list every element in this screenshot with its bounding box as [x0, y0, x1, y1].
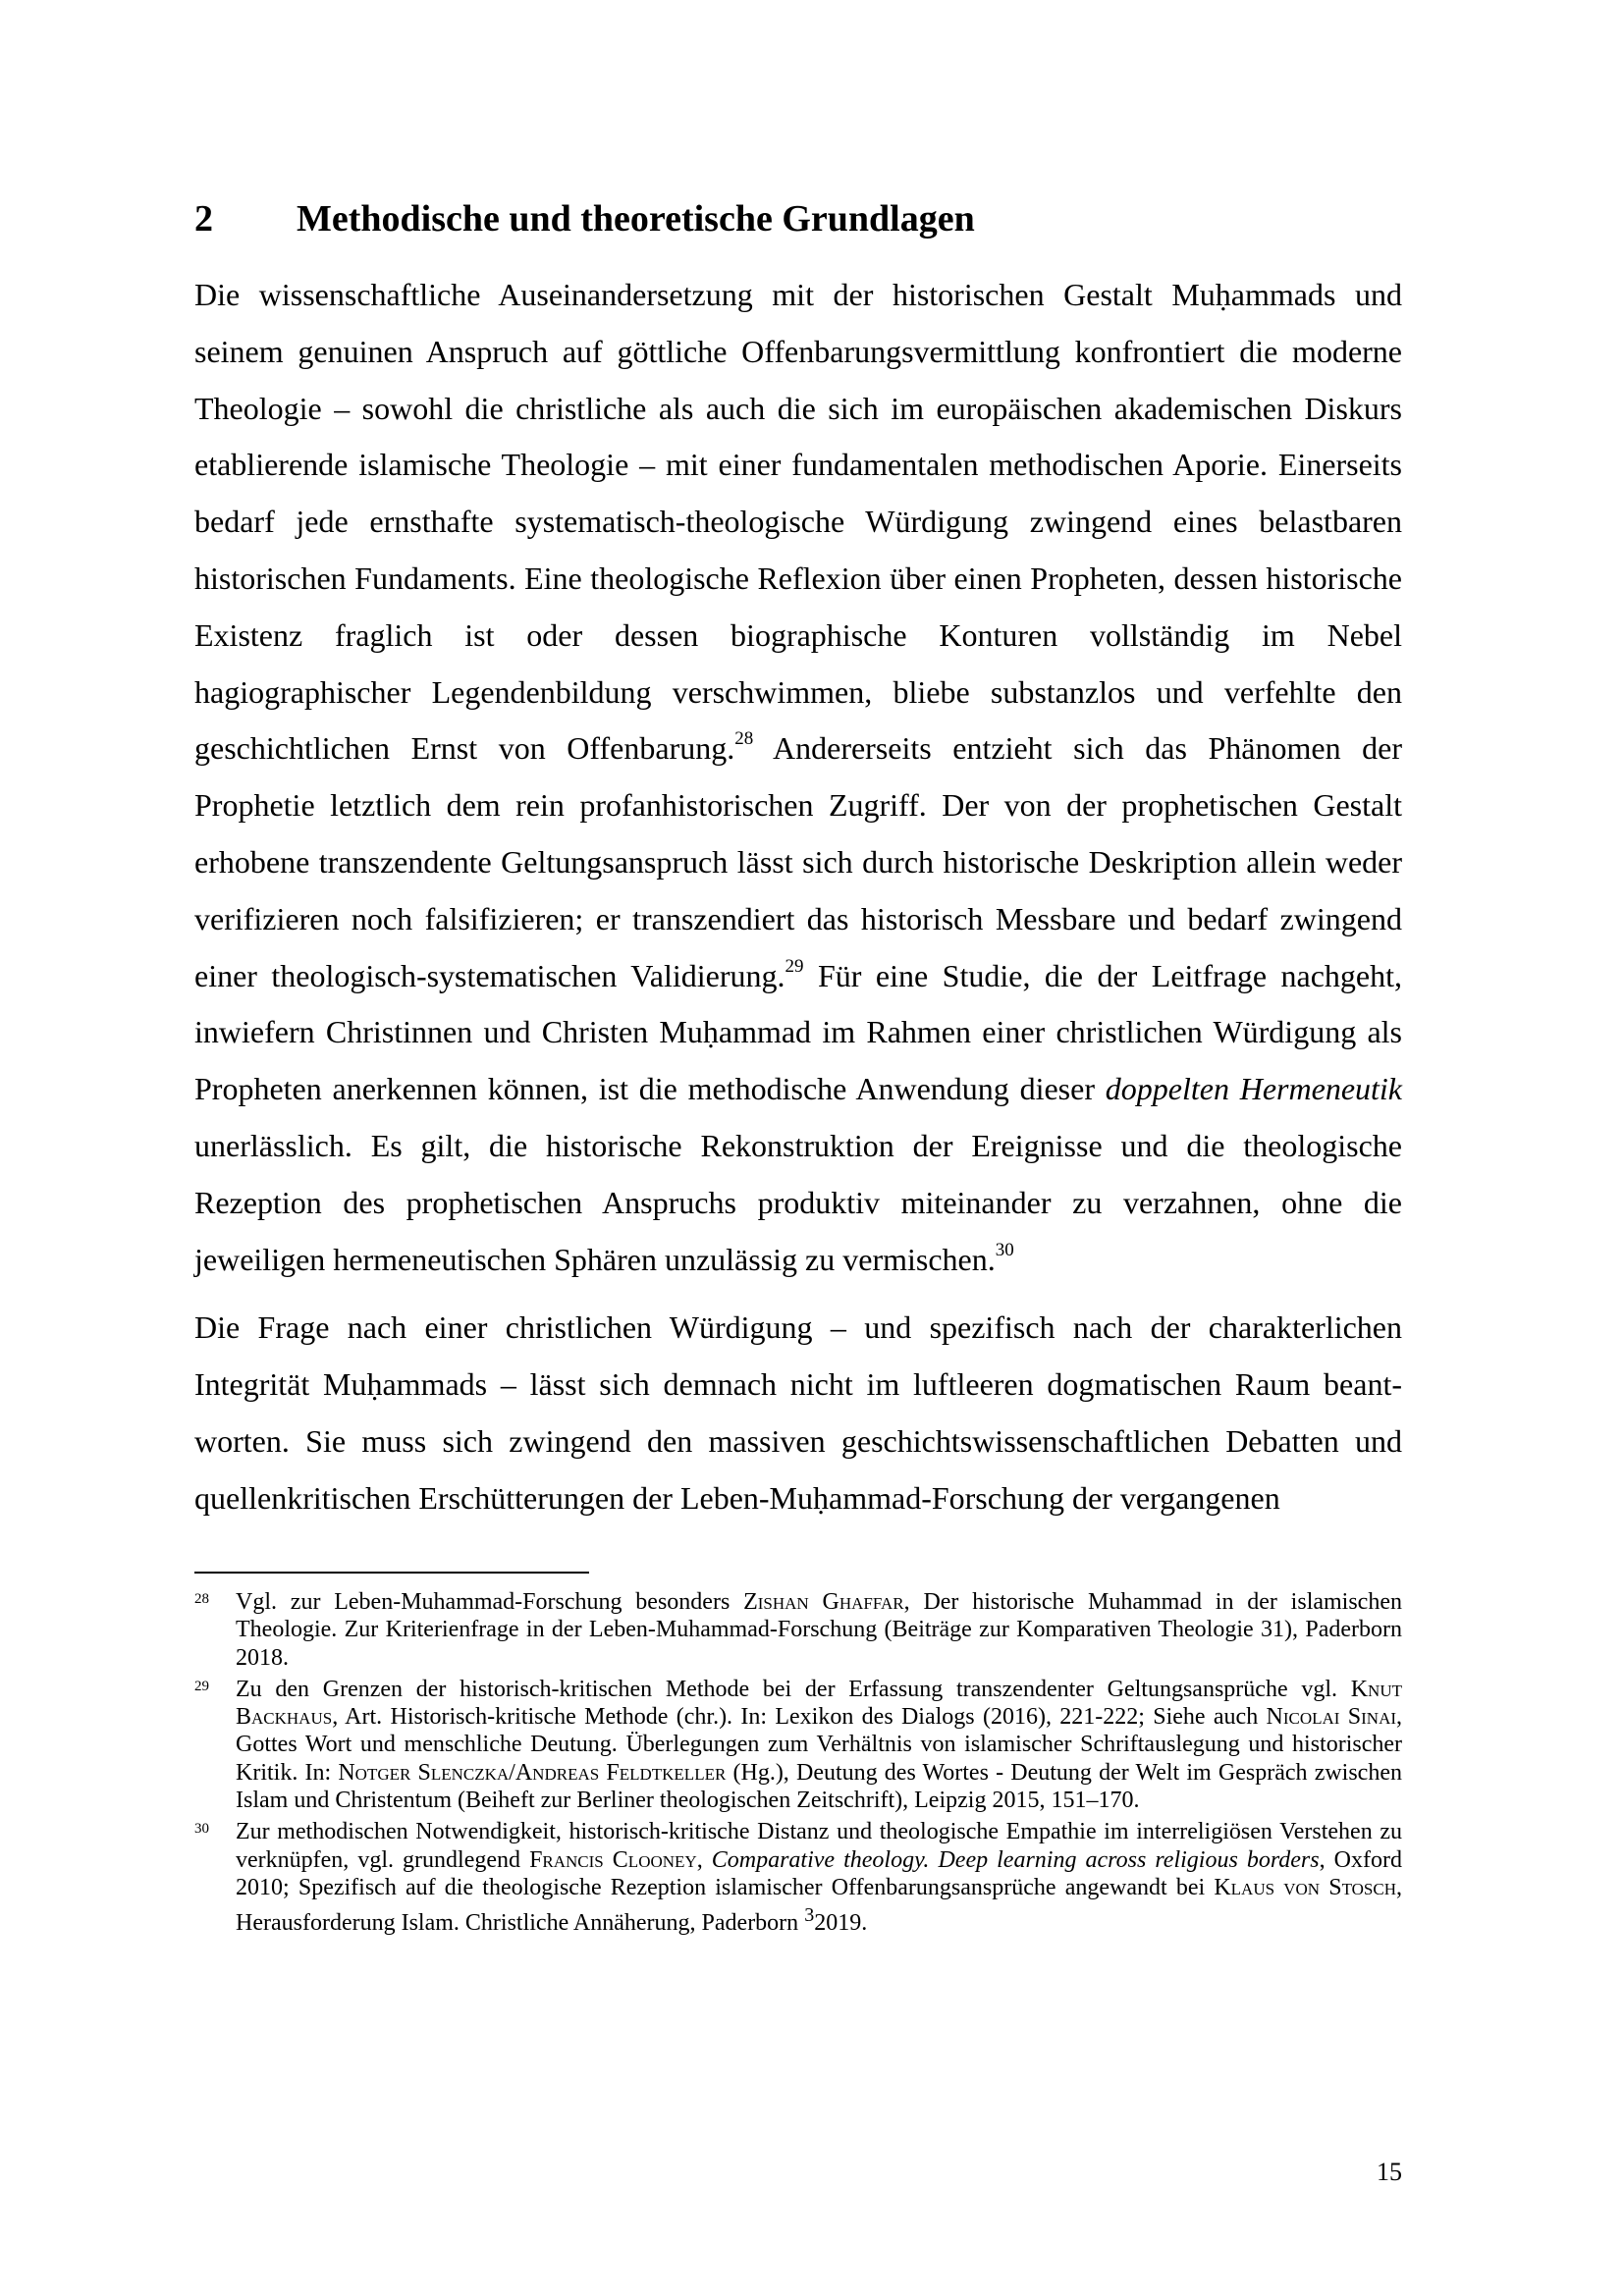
footnote-separator — [194, 1572, 589, 1574]
footnote-28 — [194, 1588, 1402, 1672]
footnote-title-italic: Comparative theology. Deep learning across religious borders — [711, 1846, 1320, 1873]
footnotes — [194, 1588, 1402, 1938]
footnote-text: , Herausforderung Islam. Christliche Annäherung, Paderborn — [236, 1874, 1403, 1937]
footnote-text: Vgl. zur Leben-Muhammad-Forschung besonders — [236, 1589, 744, 1615]
page-number: 15 — [1377, 2158, 1402, 2186]
footnote-ref-30[interactable]: 30 — [995, 1239, 1014, 1260]
footnote-author: Knut Backhaus — [236, 1676, 1402, 1731]
footnote-29 — [194, 1676, 1402, 1814]
footnote-number: 29 — [194, 1678, 209, 1694]
footnote-text: 2019. — [814, 1910, 868, 1937]
footnote-author: Francis Clooney — [529, 1846, 697, 1873]
footnote-text: Zur methodischen Notwendigkeit, historisch-kritische Distanz und theologische Empathie im interreligiösen Verstehen zu verknüpfen, vgl. grundlegend — [236, 1819, 1402, 1873]
footnote-text: , — [696, 1846, 712, 1873]
paragraph-1 — [194, 267, 1402, 1288]
paragraph-1-part-3: Für eine Studie, die der Leitfrage nachgeht, inwiefern Christinnen und Christen Muḥammad im Rahmen einer christlichen Würdigung als Propheten anerkennen können, ist die methodische Anwendung dieser — [194, 957, 1403, 1107]
footnote-ref-29[interactable]: 29 — [785, 955, 804, 977]
paragraph-1-emphasis: doppelten Hermeneutik — [1105, 1071, 1403, 1107]
footnote-text: , Gottes Wort und menschliche Deutung. Überlegungen zum Verhältnis von islamischer Schriftauslegung und historischer Kritik. In: — [236, 1704, 1403, 1786]
footnote-author: Notger Slenczka/Andreas Feldtkeller — [338, 1759, 727, 1786]
footnote-ref-28[interactable]: 28 — [734, 728, 754, 750]
paragraph-1-part-2: Andererseits entzieht sich das Phänomen der Prophetie letztlich dem rein profanhistorischen Zugriff. Der von der prophetischen Gestalt erhobene transzendente Geltungsanspruch lässt sich durch historische Deskription allein weder verifizieren noch falsifizieren; er transzendiert das historisch Messbare und bedarf zwingend einer theologisch-systematischen Validierung. — [194, 730, 1403, 993]
footnote-text: , Art. Historisch-kritische Methode (chr.). In: Lexikon des Dialogs (2016), 221-222; Siehe auch — [332, 1704, 1267, 1731]
section-title: Methodische und theoretische Grundlagen — [297, 198, 975, 240]
footnote-author: Zishan Ghaffar — [743, 1589, 904, 1615]
section-heading — [194, 194, 1402, 243]
footnote-text: Zu den Grenzen der historisch-kritischen Methode bei der Erfassung transzendenter Geltungsansprüche vgl. — [236, 1676, 1351, 1702]
section-number: 2 — [194, 198, 213, 240]
paragraph-2: Die Frage nach einer christlichen Würdigung – und spezifisch nach der charakterlichen Integrität Muḥammads – lässt sich demnach nicht im luftleeren dogmatischen Raum beantworten. Sie muss sich zwingend den massiven geschichtswissenschaftlichen Debatten und quellenkritischen Erschütterungen der Leben-Muḥammad-Forschung der vergangenen — [194, 1309, 1402, 1516]
footnote-author: Nicolai Sinai — [1266, 1704, 1397, 1731]
footnote-text: , Der historische Muhammad in der islamischen Theologie. Zur Kriterienfrage in der Leben-Muhammad-Forschung (Beiträge zur Komparativen Theologie 31), Paderborn 2018. — [236, 1589, 1402, 1671]
footnote-text: (Hg.), Deutung des Wortes - Deutung der Welt im Gespräch zwischen Islam und Christentum (Beiheft zur Berliner theologischen Zeitschrift), Leipzig 2015, 151–170. — [236, 1759, 1402, 1814]
edition-superscript: 3 — [804, 1904, 815, 1927]
footnote-number: 30 — [194, 1821, 209, 1838]
footnote-author: Klaus von Stosch — [1214, 1874, 1397, 1900]
body-text — [194, 267, 1402, 1527]
footnote-number: 28 — [194, 1591, 209, 1607]
footnote-text: , Oxford 2010; Spezifisch auf die theologische Rezeption islamischer Offenbarungsansprüche angewandt bei — [236, 1846, 1402, 1900]
paragraph-1-part-4: unerlässlich. Es gilt, die historische Rekonstruktion der Ereignisse und die theologische Rezeption des prophetischen Anspruchs produktiv miteinander zu verzahnen, ohne die jeweiligen hermeneutischen Sphären unzulässig zu vermischen. — [194, 1127, 1402, 1277]
paragraph-1-part-1: Die wissenschaftliche Auseinandersetzung mit der historischen Gestalt Muḥammads und seinem genuinen Anspruch auf göttliche Offenbarungsvermittlung konfrontiert die moderne Theologie – sowohl die christliche als auch die sich im europäischen akademischen Diskurs etablierende islamische Theologie – mit einer fundamentalen methodischen Aporie. Einerseits bedarf jede ernsthafte systematisch-theologische Würdigung zwingend eines belastbaren historischen Fundaments. Eine theologische Reflexion über einen Propheten, dessen historische Existenz fraglich ist oder dessen biographische Konturen vollständig im Nebel hagiographischer Legendenbildung verschwimmen, bliebe substanzlos und verfehlte den geschichtlichen Ernst von Offenbarung. — [194, 277, 1402, 767]
footnote-30 — [194, 1818, 1402, 1937]
